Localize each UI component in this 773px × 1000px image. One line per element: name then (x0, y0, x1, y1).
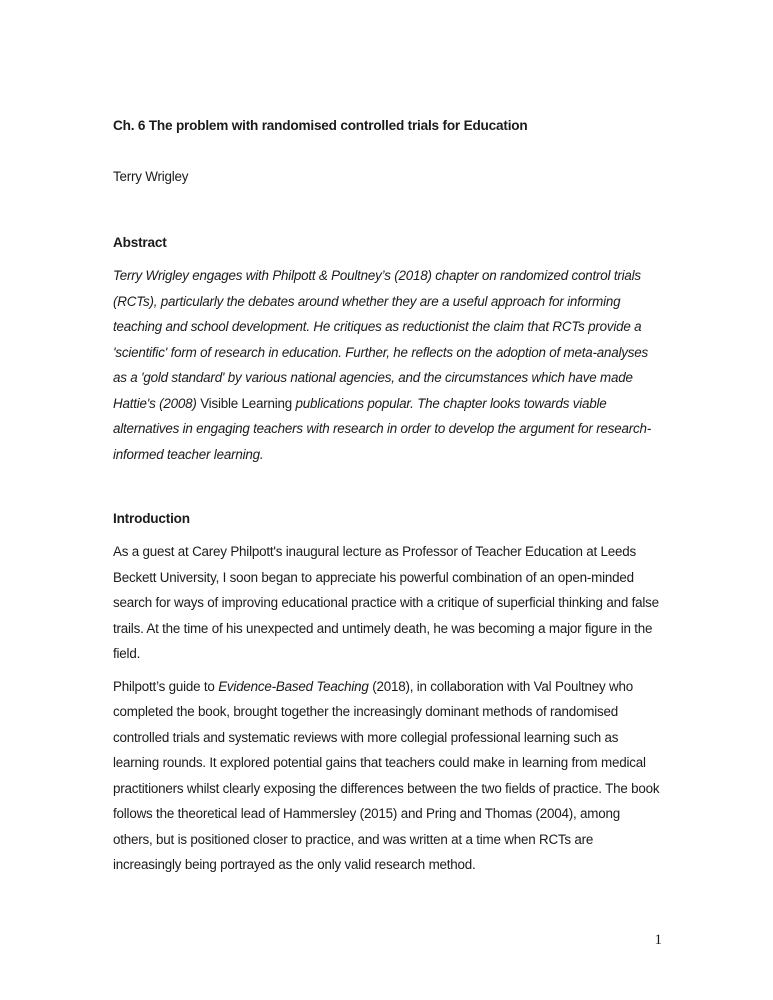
author-name: Terry Wrigley (113, 169, 189, 184)
text-segment: Terry Wrigley engages with Philpott & Poultney’s (2018) chapter on randomized control trials (RCTs), particularly the debates around whether they are a useful approach for informing teaching and school development. He critiques as reductionist the claim that RCTs provide a 'scientific' form of research in education. Further, he reflects on the adoption of meta-analyses as a 'gold standard' by various national agencies, and the circumstances which have made Hattie's (2008) (113, 268, 649, 411)
page-content (113, 117, 662, 878)
abstract-heading: Abstract (113, 235, 167, 250)
introduction-paragraph-1 (113, 539, 662, 667)
text-segment: Visible Learning (200, 395, 293, 411)
text-segment: publications popular. The chapter looks towards viable alternatives in engaging teachers with research in order to develop the argument for research-informed teacher learning. (113, 395, 651, 462)
text-segment: As a guest at Carey Philpott's inaugural lecture as Professor of Teacher Education at Leeds Beckett University, I soon began to appreciate his powerful combination of an open-minded search for ways of improving educational practice with a critique of superficial thinking and false trails. At the time of his unexpected and untimely death, he was becoming a major figure in the field. (113, 544, 659, 661)
abstract-paragraph (113, 263, 662, 467)
chapter-title: Ch. 6 The problem with randomised controlled trials for Education (113, 118, 528, 133)
text-segment: Philpott’s guide to (113, 678, 219, 694)
introduction-heading: Introduction (113, 511, 190, 526)
text-segment: Evidence-Based Teaching (218, 678, 369, 694)
text-segment: (2018), in collaboration with Val Poultney who completed the book, brought together the increasingly dominant methods of randomised controlled trials and systematic reviews with more collegial professional learning such as learning rounds. It explored potential gains that teachers could make in learning from medical practitioners whilst clearly exposing the differences between the two fields of practice. The book follows the theoretical lead of Hammersley (2015) and Pring and Thomas (2004), among others, but is positioned closer to practice, and was written at a time when RCTs are increasingly being portrayed as the only valid research method. (113, 678, 660, 872)
page-number: 1 (654, 932, 662, 948)
introduction-paragraph-2 (113, 674, 662, 878)
